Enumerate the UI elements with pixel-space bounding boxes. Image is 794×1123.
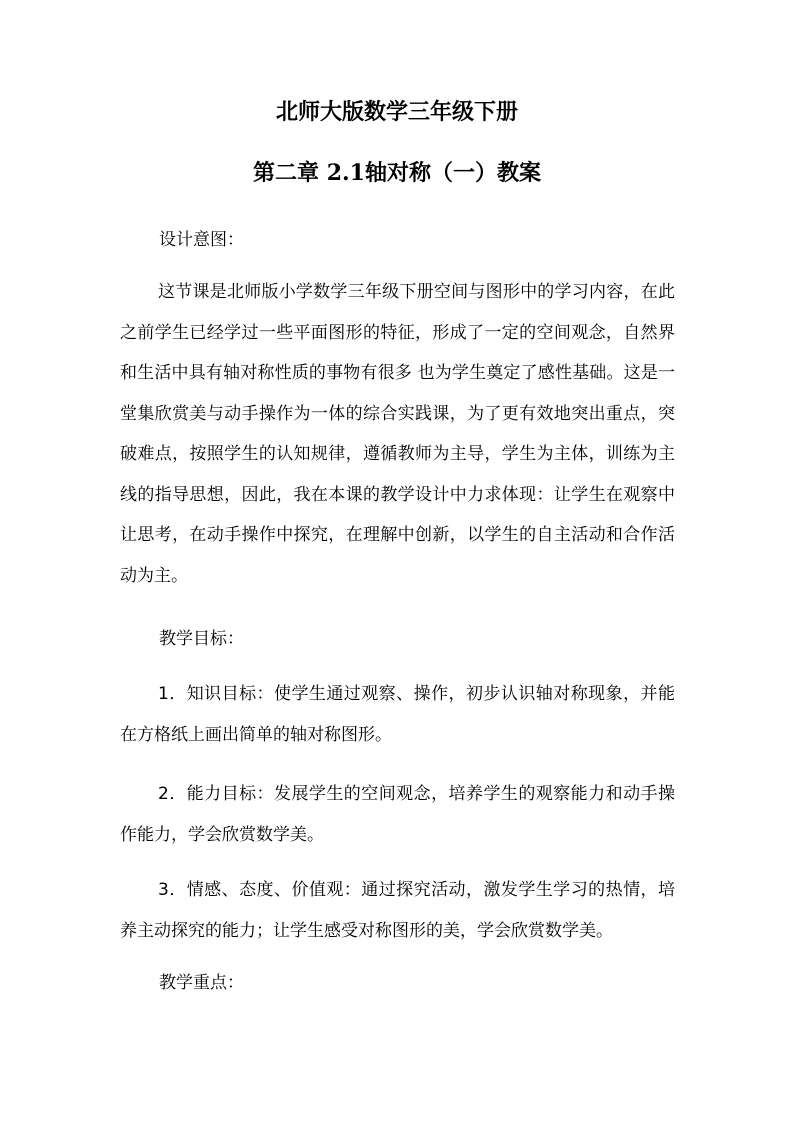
document-title: 北师大版数学三年级下册: [275, 99, 518, 125]
design-intent-heading: 设计意图：: [159, 230, 244, 250]
key-points-heading: 教学重点：: [159, 973, 244, 993]
teaching-goals-heading: 教学目标：: [159, 629, 244, 649]
goal-emotion: 3．情感、态度、价值观：通过探究活动，激发学生学习的热情，培养主动探究的能力；让学生感受对称图形的美，学会欣赏数学美。: [120, 880, 675, 941]
goal-knowledge: 1．知识目标：使学生通过观察、操作，初步认识轴对称现象，并能在方格纸上画出简单的轴对称图形。: [120, 684, 675, 745]
goal-ability: 2．能力目标：发展学生的空间观念，培养学生的观察能力和动手操作能力，学会欣赏数学美。: [120, 784, 675, 845]
document-subtitle: 第二章 2.1轴对称（一）教案: [253, 160, 541, 186]
design-intent-paragraph: 这节课是北师版小学数学三年级下册空间与图形中的学习内容，在此之前学生已经学过一些平面图形的特征，形成了一定的空间观念，自然界和生活中具有轴对称性质的事物有很多 也为学生奠定了感性基础。这是一堂集欣赏美与动手操作为一体的综合实践课，为了更有效地突出重点，突破难点，按照学生的认知规律，遵循教师为主导，学生为主体，训练为主线的指导思想，因此，我在本课的教学设计中力求体现：让学生在观察中让思考，在动手操作中探究，在理解中创新，以学生的自主活动和合作活动为主。: [120, 282, 675, 586]
